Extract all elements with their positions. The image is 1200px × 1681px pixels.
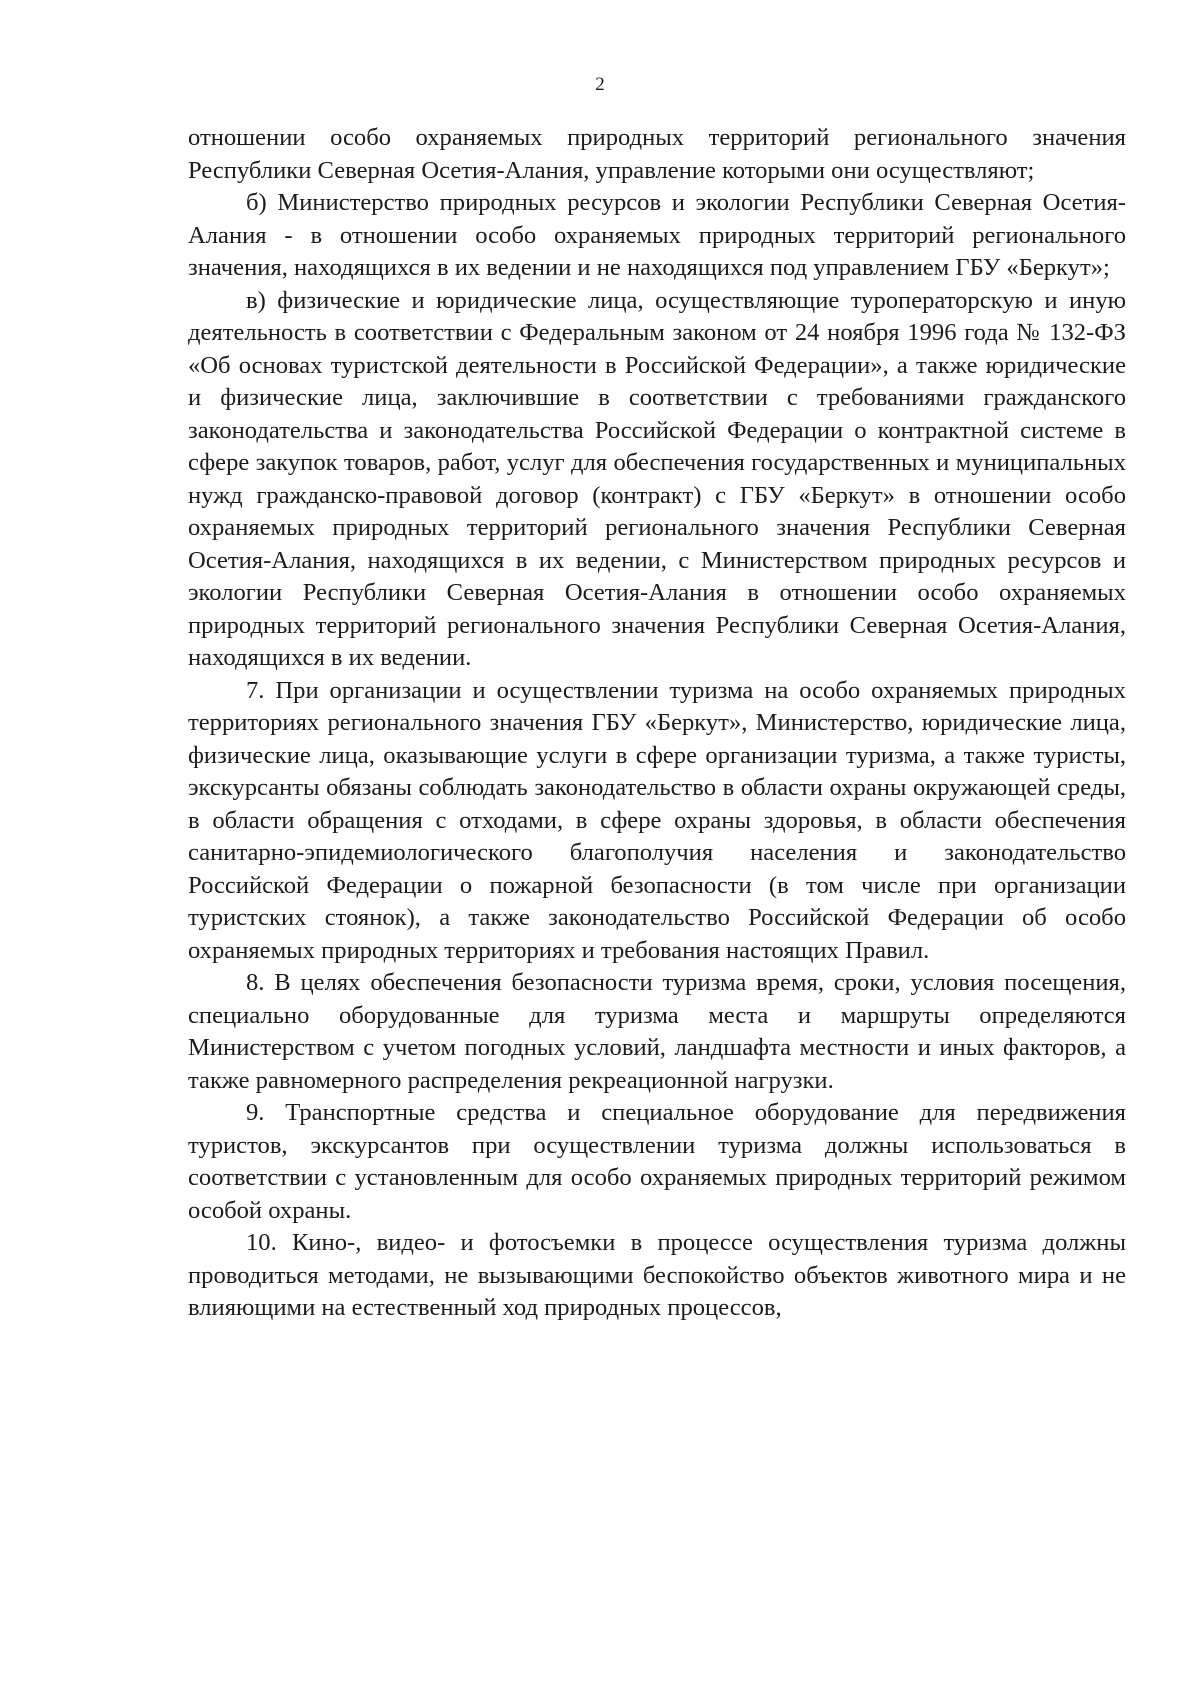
paragraph-7: 7. При организации и осуществлении туризма на особо охраняемых природных территориях регионального значения ГБУ «Беркут», Министерство, юридические лица, физические лица, оказывающие услуги в сфере организации туризма, а также туристы, экскурсанты обязаны соблюдать законодательство в области охраны окружающей среды, в области обращения с отходами, в сфере охраны здоровья, в области обеспечения санитарно-эпидемиологического благополучия населения и законодательство Российской Федерации о пожарной безопасности (в том числе при организации туристских стоянок), а также законодательство Российской Федерации об особо охраняемых природных территориях и требования настоящих Правил. [188,676,1126,964]
paragraph-9: 9. Транспортные средства и специальное оборудование для передвижения туристов, экскурсантов при осуществлении туризма должны использоваться в соответствии с установленным для особо охраняемых природных территорий режимом особой охраны. [188,1099,1126,1224]
paragraph-item-v: в) физические и юридические лица, осуществляющие туроператорскую и иную деятельность в соответствии с Федеральным законом от 24 ноября 1996 года № 132-ФЗ «Об основах туристской деятельности в Российской Федерации», а также юридические и физические лица, заключившие в соответствии с требованиями гражданского законодательства и законодательства Российской Федерации о контрактной системе в сфере закупок товаров, работ, услуг для обеспечения государственных и муниципальных нужд гражданско-правовой договор (контракт) с ГБУ «Беркут» в отношении особо охраняемых природных территорий регионального значения Республики Северная Осетия-Алания, находящихся в их ведении, с Министерством природных ресурсов и экологии Республики Северная Осетия-Алания в отношении особо охраняемых природных территорий регионального значения Республики Северная Осетия-Алания, находящихся в их ведении. [188,286,1126,671]
paragraph-continuation: отношении особо охраняемых природных территорий регионального значения Республики Северная Осетия-Алания, управление которыми они осуществляют; [188,124,1126,184]
paragraph-item-b: б) Министерство природных ресурсов и экологии Республики Северная Осетия-Алания - в отношении особо охраняемых природных территорий регионального значения, находящихся в их ведении и не находящихся под управлением ГБУ «Беркут»; [188,189,1126,281]
page-number: 2 [595,74,605,95]
paragraph-8: 8. В целях обеспечения безопасности туризма время, сроки, условия посещения, специально оборудованные для туризма места и маршруты определяются Министерством с учетом погодных условий, ландшафта местности и иных факторов, а также равномерного распределения рекреационной нагрузки. [188,969,1126,1094]
paragraph-10: 10. Кино-, видео- и фотосъемки в процессе осуществления туризма должны проводиться методами, не вызывающими беспокойство объектов животного мира и не влияющими на естественный ход природных процессов, [188,1229,1126,1321]
document-body [188,122,1126,1325]
